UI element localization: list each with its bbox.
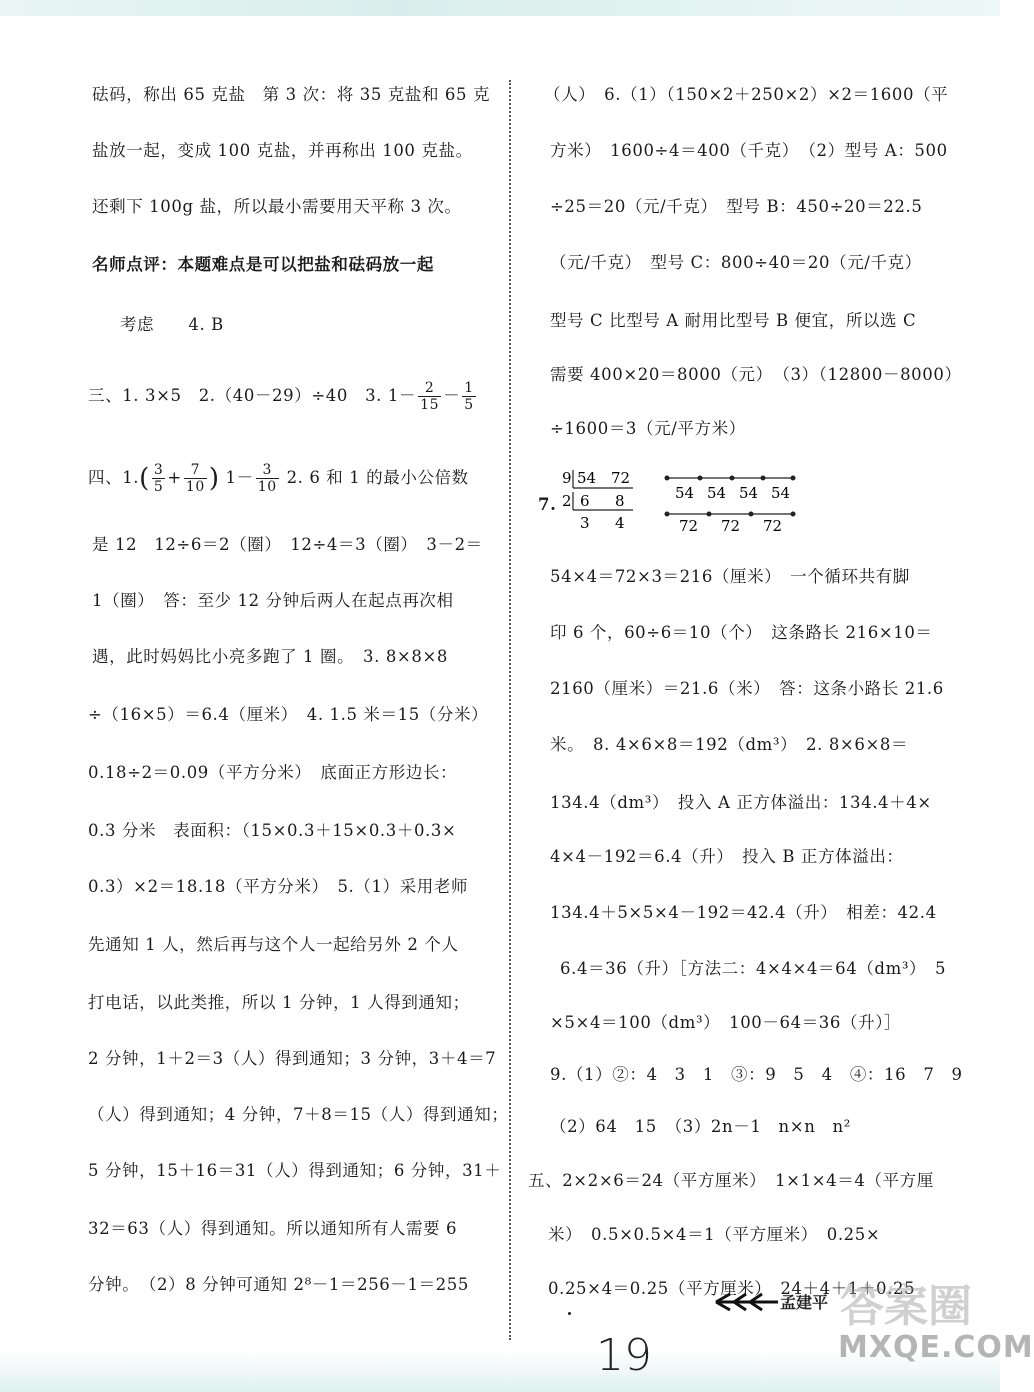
text-line: ÷1600＝3（元/平方米）	[550, 419, 746, 438]
q7-division-diagram	[535, 468, 815, 535]
plus-sign: +	[167, 468, 182, 487]
text-line: 4×4－192＝6.4（升） 投入 B 正方体溢出：	[550, 847, 904, 866]
q7-label: 7.	[538, 495, 557, 514]
segment-label: 54	[675, 484, 695, 502]
number-line-dot	[749, 512, 754, 517]
number-line-dot	[698, 476, 703, 481]
brand-name: 孟建平	[780, 1293, 829, 1312]
text-line: 还剩下 100g 盐，所以最小需要用天平称 3 次。	[92, 197, 462, 216]
text-line: 0.3）×2＝18.18（平方分米） 5.（1）采用老师	[88, 877, 469, 896]
text-line: 遇，此时妈妈比小亮多跑了 1 圈。 3. 8×8×8	[92, 647, 448, 666]
number-line-dot	[761, 476, 766, 481]
left-paren: (	[139, 463, 150, 494]
text-line: 米） 0.5×0.5×4＝1（平方厘米） 0.25×	[548, 1225, 881, 1244]
watermark-main: 答案圈	[840, 1281, 972, 1332]
segment-label: 54	[707, 484, 727, 502]
fraction-numerator: 3	[256, 462, 279, 479]
number-line-dot	[730, 476, 735, 481]
segment-label: 72	[721, 517, 741, 535]
text-line: （元/千克） 型号 C：800÷40＝20（元/千克）	[550, 253, 922, 272]
text-line: 0.18÷2＝0.09（平方分米） 底面正方形边长：	[88, 763, 458, 782]
stray-mark	[568, 1312, 571, 1315]
fraction-numerator: 3	[153, 462, 164, 478]
fraction-denominator: 15	[420, 397, 440, 413]
text-line: 32＝63（人）得到通知。所以通知所有人需要 6	[88, 1219, 458, 1238]
number-line-dot	[665, 476, 670, 481]
fraction-denominator: 10	[257, 479, 277, 495]
text-line: 需要 400×20＝8000（元） （3）（12800－8000）	[550, 365, 962, 384]
section-four-line	[88, 462, 469, 495]
quotient-text: 8	[615, 492, 625, 510]
segment-label: 72	[763, 517, 783, 535]
number-line-dot	[707, 512, 712, 517]
fraction-numerator: 1	[464, 380, 474, 396]
text-line: 9.（1）②：4 3 1 ③：9 5 4 ④：16 7 9	[550, 1065, 963, 1084]
minus-sign: －	[443, 386, 461, 405]
text-line: （2）64 15 （3）2n－1 n×n n²	[550, 1117, 851, 1136]
text-line: 印 6 个，60÷6＝10（个） 这条路长 216×10＝	[550, 623, 933, 642]
dividend-text: 54	[577, 469, 597, 487]
text-line: 54×4＝72×3＝216（厘米） 一个循环共有脚	[550, 567, 910, 586]
watermark	[830, 1266, 1034, 1392]
text-line: 6.4＝36（升）［方法二：4×4×4＝64（dm³） 5	[560, 959, 947, 978]
segment-label: 54	[771, 484, 791, 502]
q3-prefix: 三、1. 3×5 2.（40－29）÷40 3. 1－	[88, 386, 417, 405]
quotient-text: 3	[580, 514, 590, 532]
quotient-text: 6	[580, 492, 590, 510]
fraction	[256, 462, 279, 495]
text-line: 盐放一起，变成 100 克盐，并再称出 100 克盐。	[92, 141, 473, 160]
divisor-text: 2	[562, 492, 572, 510]
number-line-dot	[791, 512, 796, 517]
fraction-denominator: 5	[464, 397, 474, 413]
fraction-numerator: 7	[184, 462, 207, 479]
section-three-line	[88, 380, 478, 413]
quotient-text: 4	[615, 514, 625, 532]
top-decorative-band	[0, 0, 1000, 16]
text-line: ÷25＝20（元/千克） 型号 B：450÷20＝22.5	[550, 197, 923, 216]
text-line: 2 分钟，1＋2＝3（人）得到通知；3 分钟，3＋4＝7	[88, 1049, 497, 1068]
q4-prefix: 四、1.	[88, 468, 140, 487]
text-line: 打电话，以此类推，所以 1 分钟，1 人得到通知；	[88, 993, 470, 1012]
q4-rest: 2. 6 和 1 的最小公倍数	[286, 468, 469, 487]
fraction	[462, 380, 476, 413]
text-line: ÷（16×5）＝6.4（厘米） 4. 1.5 米＝15（分米）	[88, 705, 489, 724]
text-line: 2160（厘米）＝21.6（米） 答：这条小路长 21.6	[550, 679, 944, 698]
column-divider	[509, 80, 511, 1340]
text-line: ×5×4＝100（dm³） 100－64＝36（升）］	[550, 1013, 902, 1032]
arrow-icon	[712, 1282, 782, 1322]
right-paren: )	[208, 463, 220, 494]
fraction-numerator: 2	[418, 380, 441, 397]
q4-mid: 1－	[225, 468, 254, 487]
text-line: 是 12 12÷6＝2（圈） 12÷4＝3（圈） 3－2＝	[92, 535, 483, 554]
text-line: 0.3 分米 表面积：（15×0.3＋15×0.3＋0.3×	[88, 821, 457, 840]
text-line: 134.4（dm³） 投入 A 正方体溢出：134.4＋4×	[550, 793, 932, 812]
text-line: 5 分钟，15＋16＝31（人）得到通知；6 分钟，31＋	[88, 1161, 502, 1180]
text-line: 先通知 1 人，然后再与这个人一起给另外 2 个人	[88, 935, 459, 954]
text-line: 方米） 1600÷4＝400（千克） （2）型号 A：500	[550, 141, 948, 160]
text-line: 砝码，称出 65 克盐 第 3 次：将 35 克盐和 65 克	[92, 85, 491, 104]
divisor-text: 9	[562, 469, 572, 487]
text-line: 米。 8. 4×6×8＝192（dm³） 2. 8×6×8＝	[550, 735, 909, 754]
text-line: 型号 C 比型号 A 耐用比型号 B 便宜，所以选 C	[550, 311, 917, 330]
teacher-comment-line: 名师点评：本题难点是可以把盐和砝码放一起	[92, 255, 434, 274]
dividend-text: 72	[611, 469, 631, 487]
text-line: 0.25×4＝0.25（平方厘米） 24＋4＋1＋0.25	[548, 1279, 916, 1298]
text-line: 分钟。 （2）8 分钟可通知 2⁸－1＝256－1＝255	[88, 1275, 469, 1294]
fraction-denominator: 10	[185, 479, 205, 495]
segment-label: 72	[679, 517, 699, 535]
fraction	[152, 462, 166, 495]
fraction	[418, 380, 441, 413]
section-five-line: 五、2×2×6＝24（平方厘米） 1×1×4＝4（平方厘	[528, 1171, 934, 1190]
number-line-dot	[665, 512, 670, 517]
text-line: 考虑 4. B	[120, 315, 224, 334]
fraction-denominator: 5	[153, 479, 164, 495]
watermark-url: MXQE.COM	[838, 1330, 1034, 1365]
text-line: 134.4＋5×5×4－192＝42.4（升） 相差：42.4	[550, 903, 937, 922]
text-line: 1（圈） 答：至少 12 分钟后两人在起点再次相	[92, 591, 454, 610]
text-line: （人） 6.（1）（150×2＋250×2）×2＝1600（平	[544, 85, 949, 104]
segment-label: 54	[739, 484, 759, 502]
fraction	[184, 462, 207, 495]
text-line: （人）得到通知；4 分钟，7＋8＝15（人）得到通知；	[88, 1105, 509, 1124]
page-number: 19	[596, 1330, 652, 1381]
number-line-dot	[791, 476, 796, 481]
